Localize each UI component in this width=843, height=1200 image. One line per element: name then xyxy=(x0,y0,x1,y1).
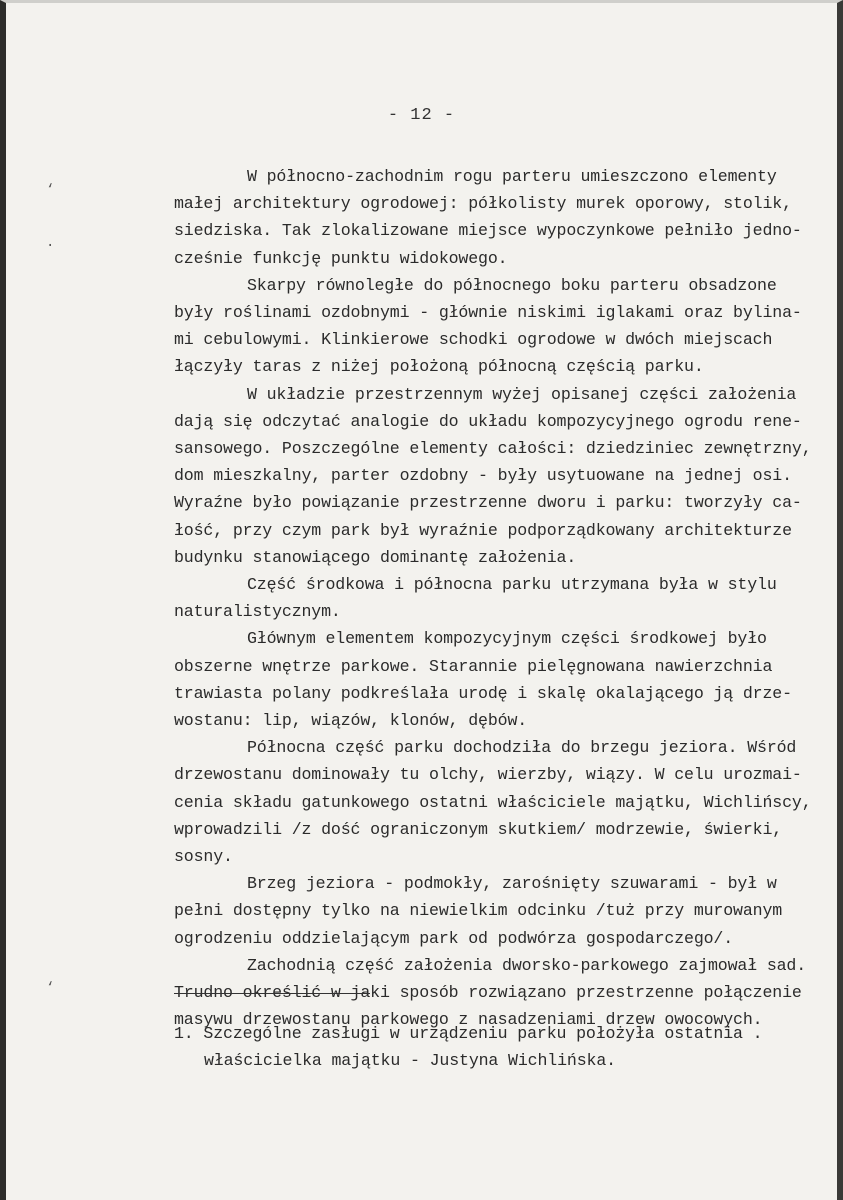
paragraph-2-line-4: łączyły taras z niżej położoną północną częścią parku. xyxy=(174,357,704,377)
paragraph-1-line-4: cześnie funkcję punktu widokowego. xyxy=(174,248,508,268)
margin-mark: ‘ xyxy=(46,980,55,996)
margin-mark: · xyxy=(46,238,55,254)
page-number: - 12 - xyxy=(387,106,456,125)
paragraph-6-line-3: cenia składu gatunkowego ostatni właściciele majątku, Wichlińscy, xyxy=(174,792,812,812)
footnote-divider xyxy=(174,993,370,994)
paragraph-1-line-1: W północno-zachodnim rogu parteru umieszczono elementy xyxy=(247,167,777,186)
margin-mark: ‘ xyxy=(46,182,55,198)
footnote-line-2: właścicielka majątku - Justyna Wichlińska. xyxy=(204,1051,616,1070)
footnote-line-1: 1. Szczególne zasługi w urządzeniu parku położyła ostatnia . xyxy=(174,1024,763,1043)
paragraph-4-line-1: Część środkowa i północna parku utrzymana była w stylu xyxy=(247,575,777,595)
paragraph-7-line-2: pełni dostępny tylko na niewielkim odcinku /tuż przy murowanym xyxy=(174,901,783,921)
paragraph-1-line-3: siedziska. Tak zlokalizowane miejsce wypoczynkowe pełniło jedno- xyxy=(174,221,802,241)
paragraph-5-line-3: trawiasta polany podkreślała urodę i skalę okalającego ją drze- xyxy=(174,683,792,703)
paragraph-3-line-7: budynku stanowiącego dominantę założenia. xyxy=(174,547,577,567)
paragraph-2-line-3: mi cebulowymi. Klinkierowe schodki ogrodowe w dwóch miejscach xyxy=(174,330,773,350)
footnote xyxy=(174,1020,834,1074)
paragraph-6-line-2: drzewostanu dominowały tu olchy, wierzby, wiązy. W celu urozmai- xyxy=(174,765,802,785)
paragraph-3-line-3: sansowego. Poszczególne elementy całości: dziedziniec zewnętrzny, xyxy=(174,439,812,459)
paragraph-6-line-4: wprowadzili /z dość ograniczonym skutkiem/ modrzewie, świerki, xyxy=(174,819,783,839)
paragraph-6-line-5: sosny. xyxy=(174,847,233,867)
body-text xyxy=(174,163,834,1034)
paragraph-8-line-2: Trudno określić w jaki sposób rozwiązano przestrzenne połączenie xyxy=(174,983,802,1003)
paragraph-5-line-1: Głównym elementem kompozycyjnym części środkowej było xyxy=(247,629,767,649)
paragraph-7-line-1: Brzeg jeziora - podmokły, zarośnięty szuwarami - był w xyxy=(247,874,777,894)
paragraph-1-line-2: małej architektury ogrodowej: półkolisty murek oporowy, stolik, xyxy=(174,194,792,214)
paragraph-7-line-3: ogrodzeniu oddzielającym park od podwórza gospodarczego/. xyxy=(174,928,734,948)
paragraph-6-line-1: Północna część parku dochodziła do brzegu jeziora. Wśród xyxy=(247,738,797,758)
paragraph-3-line-2: dają się odczytać analogie do układu kompozycyjnego ogrodu rene- xyxy=(174,411,802,431)
paragraph-5-line-2: obszerne wnętrze parkowe. Starannie pielęgnowana nawierzchnia xyxy=(174,656,773,676)
paragraph-3-line-4: dom mieszkalny, parter ozdobny - były usytuowane na jednej osi. xyxy=(174,466,792,486)
paragraph-4-line-2: naturalistycznym. xyxy=(174,602,341,622)
paragraph-2-line-1: Skarpy równoległe do północnego boku parteru obsadzone xyxy=(247,275,777,295)
paragraph-8-line-1: Zachodnią część założenia dworsko-parkowego zajmował sad. xyxy=(247,955,807,975)
paragraph-8-line-3: masywu drzewostanu parkowego z nasadzeniami drzew owocowych. xyxy=(174,1010,763,1030)
paragraph-2-line-2: były roślinami ozdobnymi - głównie niskimi iglakami oraz bylina- xyxy=(174,303,802,323)
paragraph-3-line-5: Wyraźne było powiązanie przestrzenne dworu i parku: tworzyły ca- xyxy=(174,493,802,513)
paragraph-5-line-4: wostanu: lip, wiązów, klonów, dębów. xyxy=(174,711,528,731)
paragraph-3-line-1: W układzie przestrzennym wyżej opisanej części założenia xyxy=(247,384,797,404)
paragraph-3-line-6: łość, przy czym park był wyraźnie podporządkowany architekturze xyxy=(174,520,792,540)
